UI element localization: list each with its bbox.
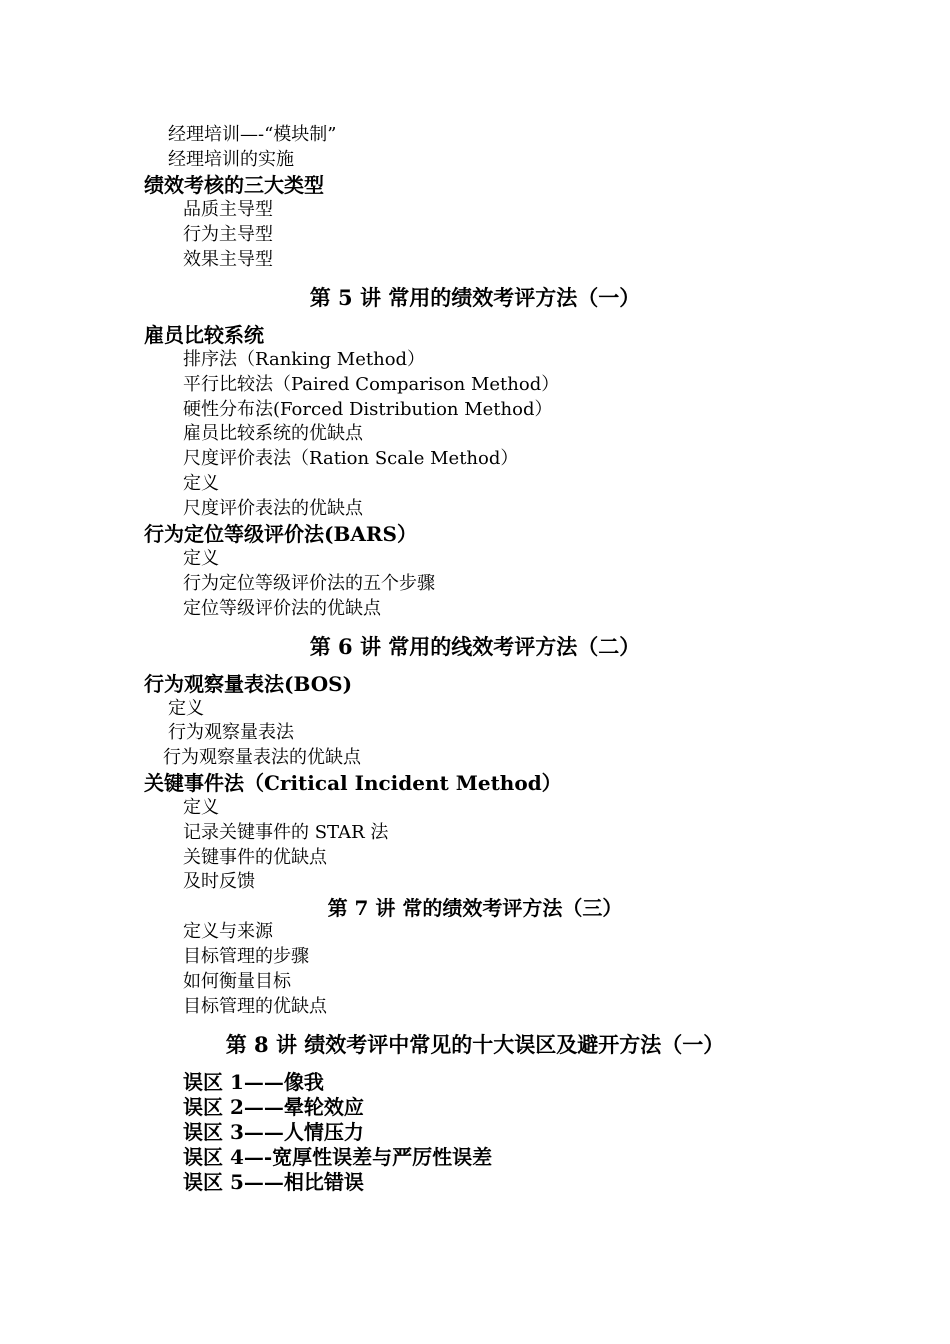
outline-item: 目标管理的优缺点	[183, 996, 327, 1017]
outline-item: 行为定位等级评价法的五个步骤	[183, 573, 435, 594]
outline-item: 行为主导型	[183, 224, 273, 245]
outline-item: 雇员比较系统的优缺点	[183, 423, 363, 444]
section-title: 行为定位等级评价法(BARS）	[144, 522, 417, 546]
outline-item: 硬性分布法(Forced Distribution Method）	[183, 399, 553, 420]
section-title: 绩效考核的三大类型	[144, 173, 324, 197]
outline-item: 行为观察量表法的优缺点	[163, 747, 361, 768]
error-item: 误区 2——晕轮效应	[183, 1095, 364, 1119]
outline-item: 如何衡量目标	[183, 971, 291, 992]
section-title: 行为观察量表法(BOS)	[144, 672, 353, 696]
lecture-heading: 第 6 讲 常用的线效考评方法（二）	[309, 634, 641, 659]
section-title: 雇员比较系统	[144, 323, 264, 347]
section-title: 关键事件法（Critical Incident Method）	[144, 771, 562, 795]
error-item: 误区 1——像我	[183, 1070, 324, 1094]
error-item: 误区 4—-宽厚性误差与严厉性误差	[183, 1145, 493, 1169]
lecture-heading: 第 7 讲 常的绩效考评方法（三）	[327, 896, 623, 920]
outline-item: 排序法（Ranking Method）	[183, 349, 426, 370]
lecture-heading: 第 5 讲 常用的绩效考评方法（一）	[309, 285, 641, 310]
lecture-heading: 第 8 讲 绩效考评中常见的十大误区及避开方法（一）	[225, 1032, 725, 1057]
outline-item: 尺度评价表法的优缺点	[183, 498, 363, 519]
outline-item: 定义	[168, 698, 204, 719]
outline-item: 品质主导型	[183, 199, 273, 220]
outline-item: 定位等级评价法的优缺点	[183, 598, 381, 619]
error-item: 误区 3——人情压力	[183, 1120, 364, 1144]
outline-item: 记录关键事件的 STAR 法	[183, 822, 389, 843]
outline-item: 定义	[183, 797, 219, 818]
outline-item: 目标管理的步骤	[183, 946, 309, 967]
outline-item: 定义与来源	[183, 921, 273, 942]
outline-item: 行为观察量表法	[168, 722, 294, 743]
outline-item: 关键事件的优缺点	[183, 847, 327, 868]
error-item: 误区 5——相比错误	[183, 1170, 364, 1194]
outline-item: 经理培训的实施	[168, 149, 294, 170]
outline-item: 尺度评价表法（Ration Scale Method）	[183, 448, 519, 469]
outline-item: 经理培训—-“模块制”	[168, 124, 337, 145]
outline-item: 平行比较法（Paired Comparison Method）	[183, 374, 560, 395]
outline-item: 及时反馈	[183, 871, 255, 892]
outline-item: 定义	[183, 473, 219, 494]
outline-item: 效果主导型	[183, 249, 273, 270]
outline-item: 定义	[183, 548, 219, 569]
